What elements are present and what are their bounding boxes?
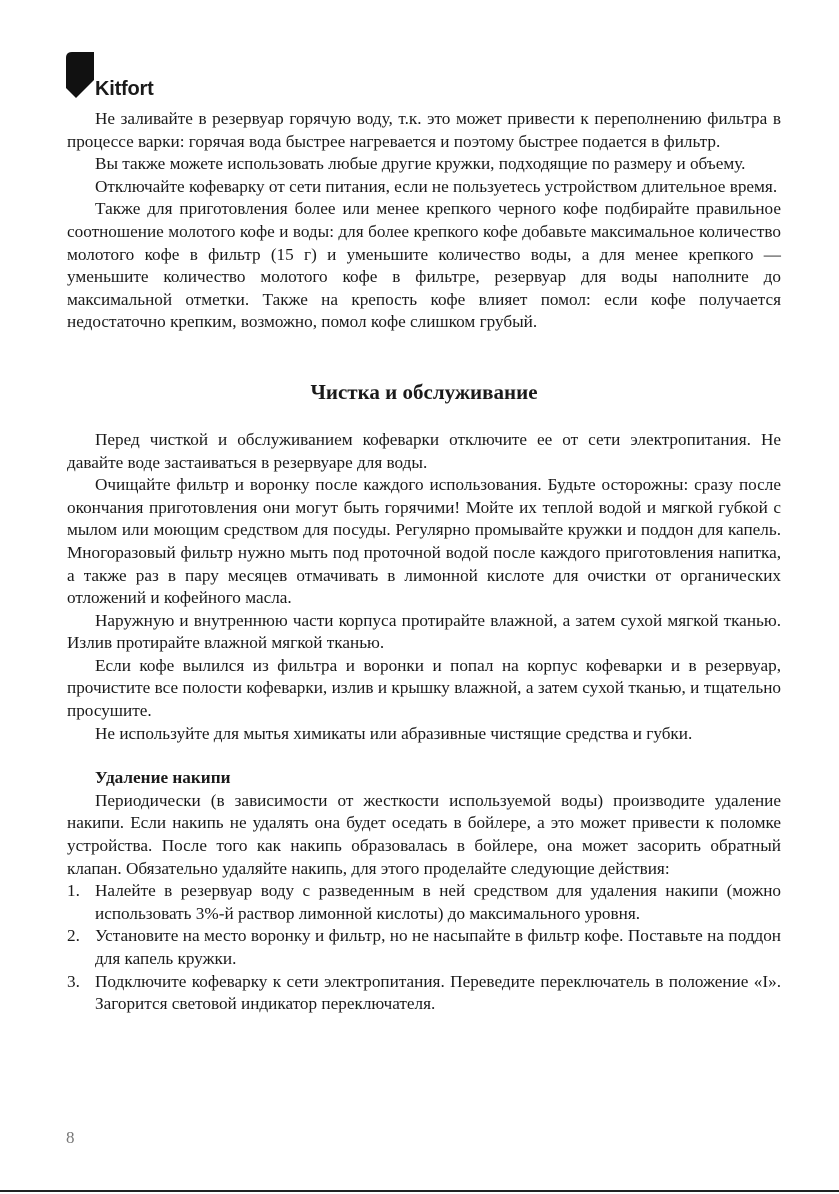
list-item-text: Налейте в резервуар воду с разведенным в ней средством для удаления накипи (можно использовать 3%-й раствор лимонной кислоты) до максимального уровня. [95, 881, 781, 923]
paragraph: Не заливайте в резервуар горячую воду, т.к. это может привести к переполнению фильтра в процессе варки: горячая вода быстрее нагревается и поэтому быстрее подается в фильтр. [67, 109, 781, 151]
kitfort-logo-icon [66, 52, 94, 98]
intro-section [67, 108, 781, 334]
descaling-steps-list [67, 880, 781, 1016]
list-item [67, 971, 781, 1016]
list-item [67, 925, 781, 970]
cleaning-section [67, 429, 781, 745]
page-number: 8 [66, 1128, 75, 1147]
page-content [67, 108, 781, 1016]
subsection-title-descaling: Удаление накипи [95, 768, 231, 788]
paragraph: Вы также можете использовать любые другие кружки, подходящие по размеру и объему. [95, 154, 746, 174]
paragraph: Не используйте для мытья химикаты или абразивные чистящие средства и губки. [95, 723, 693, 743]
list-item-number: 1. [67, 881, 80, 901]
paragraph: Отключайте кофеварку от сети питания, если не пользуетесь устройством длительное время. [95, 176, 778, 196]
list-item-number: 2. [67, 926, 80, 946]
list-item-text: Подключите кофеварку к сети электропитания. Переведите переключатель в положение «I». Загорится световой индикатор переключателя. [95, 971, 781, 1014]
paragraph: Очищайте фильтр и воронку после каждого использования. Будьте осторожны: сразу после окончания приготовления они могут быть горячими! Мойте их теплой водой и мягкой губкой с мылом или моющим средством для посуды. Регулярно промывайте кружки и поддон для капель. Многоразовый фильтр нужно мыть под проточной водой после каждого приготовления напитка, а также раз в пару месяцев отмачивать в лимонной кислоте для очистки от органических отложений и кофейного масла. [67, 475, 781, 608]
list-item-text: Установите на место воронку и фильтр, но не насыпайте в фильтр кофе. Поставьте на поддон для капель кружки. [95, 926, 781, 968]
paragraph: Периодически (в зависимости от жесткости используемой воды) производите удаление накипи. Если накипь не удалять она будет оседать в бойлере, а это может привести к поломке устройства. После того как накипь образовалась в бойлере, она может засорить обратный клапан. Обязательно удаляйте накипь, для этого проделайте следующие действия: [67, 790, 781, 878]
page-bottom-rule [0, 1190, 839, 1192]
paragraph: Наружную и внутреннюю части корпуса протирайте влажной, а затем сухой мягкой тканью. Излив протирайте влажной мягкой тканью. [67, 610, 781, 653]
list-item [67, 880, 781, 925]
section-title-cleaning: Чистка и обслуживание [310, 379, 538, 404]
brand-name: Kitfort [95, 78, 154, 100]
paragraph: Перед чисткой и обслуживанием кофеварки отключите ее от сети электропитания. Не давайте воде застаиваться в резервуаре для воды. [67, 429, 781, 472]
paragraph: Также для приготовления более или менее крепкого черного кофе подбирайте правильное соотношение молотого кофе и воды: для более крепкого кофе добавьте максимальное количество молотого кофе в фильтр (15 г) и уменьшите количество воды, а для менее крепкого — уменьшите количество молотого кофе в фильтре, резервуар для воды наполните до максимальной отметки. Также на крепость кофе влияет помол: если кофе получается недостаточно крепким, возможно, помол кофе слишком грубый. [67, 199, 781, 332]
paragraph: Если кофе вылился из фильтра и воронки и попал на корпус кофеварки и в резервуар, прочистите все полости кофеварки, излив и крышку влажной, а затем сухой тканью, и тщательно просушите. [67, 655, 781, 721]
list-item-number: 3. [67, 971, 80, 991]
